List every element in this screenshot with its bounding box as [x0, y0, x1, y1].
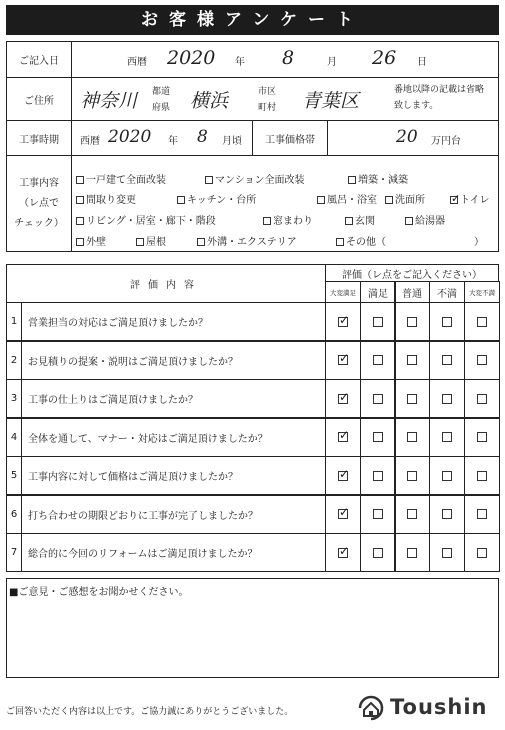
- work-option-label: 洗面所: [395, 195, 425, 206]
- checkbox-icon[interactable]: [373, 548, 383, 558]
- rating-cell[interactable]: [429, 379, 465, 418]
- rating-scale-label: 大変不満: [464, 281, 500, 303]
- question-text: 工事の仕上りはご満足頂けましたか？: [28, 395, 198, 406]
- checkbox-icon[interactable]: [407, 471, 417, 481]
- checkbox-icon[interactable]: [76, 238, 84, 246]
- work-option[interactable]: [263, 212, 313, 227]
- question-row: [6, 302, 326, 341]
- rating-cell[interactable]: [325, 418, 361, 457]
- work-option-label: 玄関: [355, 216, 375, 227]
- checkbox-icon[interactable]: [442, 432, 452, 442]
- price-field[interactable]: [327, 120, 499, 156]
- address-pref-units: 都道府県: [152, 87, 171, 113]
- question-text: 工事内容に対して価格はご満足頂けましたか？: [28, 472, 238, 483]
- checkbox-icon[interactable]: [442, 471, 452, 481]
- rating-scale-label: 大変満足: [325, 281, 361, 303]
- work-option[interactable]: [76, 171, 166, 186]
- question-number: 7: [7, 534, 22, 571]
- checkbox-icon[interactable]: [477, 509, 487, 519]
- address-note: 番地以降の記載は省略致します。: [394, 85, 485, 111]
- work-option[interactable]: [177, 191, 256, 206]
- work-option[interactable]: [385, 191, 425, 206]
- checkbox-icon[interactable]: [405, 217, 413, 225]
- question-row: [6, 533, 326, 572]
- work-option[interactable]: [76, 233, 106, 248]
- checkbox-icon[interactable]: [477, 432, 487, 442]
- work-option-label: 風呂・浴室: [327, 195, 377, 206]
- checkbox-icon[interactable]: [407, 548, 417, 558]
- work-option[interactable]: [405, 212, 445, 227]
- checkbox-icon[interactable]: [373, 471, 383, 481]
- rating-cell[interactable]: [394, 456, 430, 495]
- period-field[interactable]: [71, 120, 253, 156]
- checkbox-icon[interactable]: [348, 176, 356, 184]
- checkbox-icon[interactable]: [407, 394, 417, 404]
- question-text: 総合的に今回のリフォームはご満足頂けましたか？: [28, 549, 258, 560]
- work-option-label: 給湯器: [415, 216, 445, 227]
- price-label: 工事価格帯: [252, 120, 328, 156]
- address-city: 横浜: [190, 90, 229, 112]
- price-unit: 万円台: [431, 136, 461, 147]
- checked-box-icon[interactable]: ✓: [339, 312, 350, 327]
- question-number: 4: [7, 419, 22, 456]
- work-option[interactable]: [136, 233, 166, 248]
- rating-cell[interactable]: [325, 456, 361, 495]
- work-label-line1: 工事内容: [19, 177, 59, 189]
- work-option[interactable]: [317, 191, 377, 206]
- checkbox-icon[interactable]: [373, 317, 383, 327]
- question-row: [6, 379, 326, 418]
- checkbox-icon[interactable]: [197, 238, 205, 246]
- rating-cell[interactable]: [464, 379, 500, 418]
- rating-cell[interactable]: [464, 341, 500, 380]
- work-option[interactable]: [76, 212, 216, 227]
- rating-cell[interactable]: [325, 533, 361, 572]
- comments-label: ■ご意見・ご感想をお聞かせください。: [9, 587, 189, 598]
- checkbox-icon[interactable]: [373, 394, 383, 404]
- checkbox-icon[interactable]: [177, 196, 185, 204]
- rating-cell[interactable]: [429, 302, 465, 341]
- checkbox-icon[interactable]: [407, 355, 417, 365]
- rating-cell[interactable]: [325, 495, 361, 534]
- period-era: 西暦: [80, 136, 100, 147]
- rating-cell[interactable]: [464, 418, 500, 457]
- period-label: 工事時期: [6, 120, 72, 156]
- checkbox-icon[interactable]: [76, 217, 84, 225]
- work-option-label: キッチン・台所: [187, 195, 257, 206]
- question-text: 営業担当の対応はご満足頂けましたか？: [28, 318, 208, 329]
- checkbox-icon[interactable]: [76, 196, 84, 204]
- address-label: ご住所: [6, 77, 72, 121]
- checkbox-icon[interactable]: [373, 432, 383, 442]
- checkbox-icon[interactable]: [442, 394, 452, 404]
- work-label-line3: チェック）: [14, 217, 64, 229]
- checked-box-icon[interactable]: ✓: [339, 543, 350, 558]
- date-field[interactable]: [71, 41, 499, 78]
- question-number: 6: [7, 496, 22, 533]
- rating-cell[interactable]: [325, 341, 361, 380]
- checkbox-icon[interactable]: [442, 355, 452, 365]
- question-text: お見積りの提案・説明はご満足頂けましたか？: [28, 356, 238, 368]
- address-field[interactable]: [71, 77, 499, 121]
- rating-scale-label: 普通: [394, 281, 430, 303]
- checked-box-icon[interactable]: ✓: [339, 428, 350, 442]
- checkbox-icon[interactable]: [407, 432, 417, 442]
- checkbox-icon[interactable]: [477, 548, 487, 558]
- rating-cell[interactable]: [464, 456, 500, 495]
- rating-cell[interactable]: [325, 379, 361, 418]
- checkbox-icon[interactable]: [442, 548, 452, 558]
- period-month: 8: [197, 127, 208, 147]
- question-row: [6, 341, 326, 380]
- checkbox-icon[interactable]: [345, 217, 353, 225]
- checkbox-icon[interactable]: [407, 509, 417, 519]
- checked-box-icon[interactable]: ✓: [451, 192, 461, 205]
- checkbox-icon[interactable]: [477, 394, 487, 404]
- work-option-label: 窓まわり: [273, 216, 313, 227]
- question-row: [6, 456, 326, 495]
- question-number: 2: [7, 342, 22, 379]
- work-option-label: 間取り変更: [86, 195, 136, 206]
- rating-cell[interactable]: [394, 533, 430, 572]
- question-text: 全体を通して、マナー・対応はご満足頂けましたか？: [28, 433, 268, 445]
- checkbox-icon[interactable]: [442, 317, 452, 327]
- rating-cell[interactable]: [394, 379, 430, 418]
- work-option-label: 外壁: [86, 237, 106, 248]
- work-option-label: トイレ: [460, 195, 490, 206]
- checkbox-icon[interactable]: [407, 317, 417, 327]
- checkbox-icon[interactable]: [136, 238, 144, 246]
- work-option-label: 屋根: [146, 237, 166, 248]
- work-option-label: 一戸建て全面改装: [86, 175, 166, 186]
- work-option-label: その他（: [346, 237, 386, 248]
- checked-box-icon[interactable]: ✓: [339, 505, 350, 519]
- work-option[interactable]: [76, 191, 136, 206]
- rating-cell[interactable]: [464, 533, 500, 572]
- rating-scale-label: 満足: [360, 281, 396, 303]
- page-title: お客様アンケート: [6, 5, 499, 35]
- question-number: 1: [7, 303, 22, 340]
- rating-cell[interactable]: [429, 341, 465, 380]
- rating-cell[interactable]: [325, 302, 361, 341]
- checked-box-icon[interactable]: ✓: [339, 466, 350, 481]
- comments-box[interactable]: [6, 578, 499, 678]
- work-option-label: リビング・居室・廊下・階段: [86, 216, 216, 227]
- date-label: ご記入日: [6, 41, 72, 78]
- rating-cell[interactable]: [464, 302, 500, 341]
- checked-box-icon[interactable]: ✓: [339, 351, 350, 365]
- checkbox-icon[interactable]: [385, 196, 393, 204]
- address-city-units: 市区町村: [258, 87, 277, 113]
- toushin-logo-icon: [356, 694, 386, 722]
- rating-cell[interactable]: [360, 418, 396, 457]
- checkbox-icon[interactable]: [477, 317, 487, 327]
- work-option-label: 外溝・エクステリア: [207, 237, 297, 248]
- rating-cell[interactable]: [360, 456, 396, 495]
- checkbox-icon[interactable]: [205, 176, 213, 184]
- question-number: 5: [7, 457, 22, 494]
- date-era: 西暦: [127, 57, 147, 68]
- question-row: [6, 495, 326, 534]
- date-day: 26: [372, 47, 397, 69]
- footer-text: ご回答いただく内容は以上です。ご協力誠にありがとうございました。: [6, 707, 294, 717]
- brand-name: Toushin: [390, 695, 488, 719]
- date-month-unit: 月: [327, 57, 337, 68]
- work-option[interactable]: [450, 191, 490, 206]
- period-year-unit: 年: [168, 136, 178, 147]
- rating-scale-label: 不満: [429, 281, 465, 303]
- rating-cell[interactable]: [394, 302, 430, 341]
- work-option[interactable]: [336, 233, 386, 248]
- rating-cell[interactable]: [464, 495, 500, 534]
- eval-rating-header: 評価（レ点をご記入ください）: [325, 264, 499, 282]
- rating-cell[interactable]: [360, 533, 396, 572]
- checkbox-icon[interactable]: [373, 509, 383, 519]
- work-option-label: マンション全面改装: [215, 175, 305, 186]
- checkbox-icon[interactable]: [477, 355, 487, 365]
- rating-cell[interactable]: [394, 341, 430, 380]
- work-option[interactable]: [205, 171, 305, 186]
- rating-cell[interactable]: [360, 379, 396, 418]
- date-day-unit: 日: [417, 57, 427, 68]
- question-number: 3: [7, 380, 22, 417]
- rating-cell[interactable]: [360, 495, 396, 534]
- rating-cell[interactable]: [394, 418, 430, 457]
- checkbox-icon[interactable]: [477, 471, 487, 481]
- address-pref: 神奈川: [80, 90, 138, 112]
- date-year: 2020: [167, 47, 216, 69]
- checkbox-icon[interactable]: [263, 217, 271, 225]
- date-year-unit: 年: [235, 57, 245, 68]
- checkbox-icon[interactable]: [76, 176, 84, 184]
- work-option[interactable]: [197, 233, 297, 248]
- checkbox-icon[interactable]: [317, 196, 325, 204]
- checkbox-icon[interactable]: [336, 238, 344, 246]
- rating-cell[interactable]: [429, 533, 465, 572]
- rating-cell[interactable]: [360, 341, 396, 380]
- rating-cell[interactable]: [360, 302, 396, 341]
- period-month-unit: 月頃: [222, 136, 242, 147]
- rating-cell[interactable]: [429, 456, 465, 495]
- checkbox-icon[interactable]: [442, 509, 452, 519]
- work-options: [71, 155, 499, 252]
- period-year: 2020: [108, 127, 152, 147]
- eval-items-header: 評価内容: [6, 264, 326, 303]
- work-option-label: 増築・減築: [358, 175, 408, 186]
- rating-cell[interactable]: [394, 495, 430, 534]
- work-option[interactable]: [348, 171, 408, 186]
- checkbox-icon[interactable]: [373, 355, 383, 365]
- work-label: [6, 155, 72, 252]
- question-row: [6, 418, 326, 457]
- date-month: 8: [282, 47, 295, 69]
- work-label-line2: （レ点で: [19, 197, 59, 209]
- address-ward: 青葉区: [302, 90, 360, 112]
- checked-box-icon[interactable]: ✓: [339, 389, 350, 404]
- other-close-paren: ）: [474, 237, 484, 248]
- price-value: 20: [396, 127, 418, 147]
- rating-cell[interactable]: [429, 418, 465, 457]
- rating-cell[interactable]: [429, 495, 465, 534]
- work-option[interactable]: [345, 212, 375, 227]
- question-text: 打ち合わせの期限どおりに工事が完了しましたか？: [28, 510, 258, 522]
